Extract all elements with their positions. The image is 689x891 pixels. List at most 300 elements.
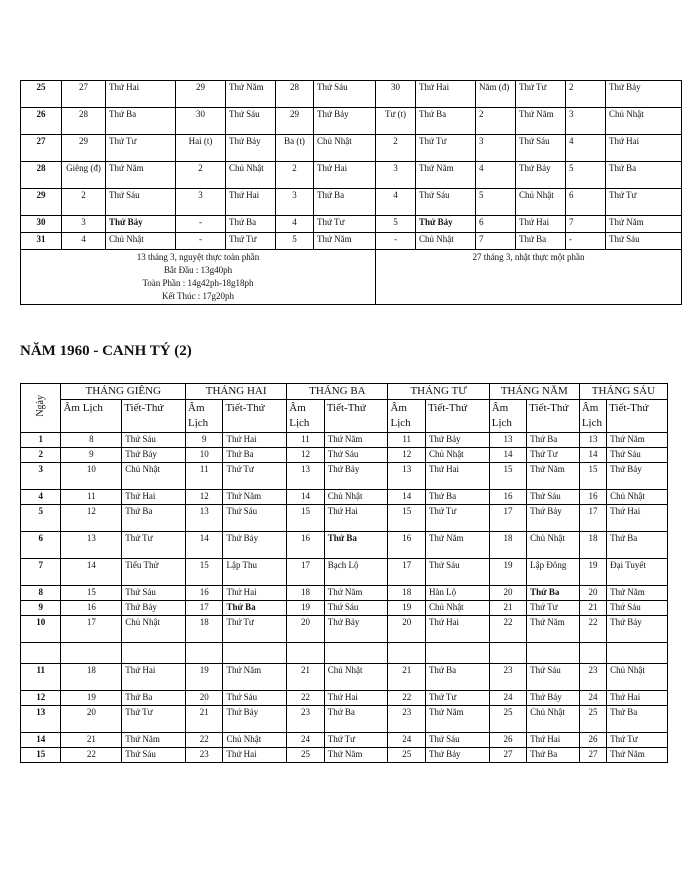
- weekday-cell: Thứ Bảy: [122, 448, 186, 463]
- weekday-cell: Thứ Sáu: [106, 189, 176, 216]
- weekday-cell: Thứ Hai: [416, 81, 476, 108]
- lunar-date-cell: 18: [579, 532, 606, 559]
- day-number-cell: 25: [21, 81, 62, 108]
- lunar-date-cell: 21: [287, 664, 324, 691]
- note-line: 27 tháng 3, nhật thực một phần: [472, 252, 585, 262]
- lunar-date-cell: 25: [579, 706, 606, 733]
- weekday-cell: [527, 643, 580, 664]
- weekday-cell: Chủ Nhật: [607, 490, 668, 505]
- lunar-date-cell: 11: [61, 490, 122, 505]
- lunar-date-cell: Tư (t): [376, 108, 416, 135]
- weekday-cell: Thứ Năm: [425, 532, 489, 559]
- table-row: [21, 108, 682, 135]
- weekday-cell: Thứ Tư: [106, 135, 176, 162]
- weekday-cell: Thứ Ba: [122, 505, 186, 532]
- lunar-date-cell: 14: [287, 490, 324, 505]
- weekday-cell: Thứ Tư: [223, 463, 287, 490]
- weekday-cell: [607, 643, 668, 664]
- lunar-date-cell: 6: [476, 216, 516, 233]
- day-number-cell: 9: [21, 601, 61, 616]
- day-number-cell: 29: [21, 189, 62, 216]
- weekday-cell: Bạch Lộ: [324, 559, 388, 586]
- table-row: [21, 706, 668, 733]
- table-row: [21, 601, 668, 616]
- month-header: THÁNG BA: [287, 384, 388, 400]
- lunar-date-cell: 13: [61, 532, 122, 559]
- weekday-cell: [324, 643, 388, 664]
- lunar-date-cell: 25: [388, 748, 425, 763]
- weekday-cell: Thứ Bảy: [223, 532, 287, 559]
- weekday-cell: Chủ Nhật: [106, 233, 176, 250]
- weekday-cell: Thứ Tư: [425, 691, 489, 706]
- weekday-cell: Thứ Tư: [324, 733, 388, 748]
- weekday-cell: Thứ Năm: [527, 616, 580, 643]
- lunar-date-cell: 7: [566, 216, 606, 233]
- weekday-cell: Thứ Sáu: [606, 233, 682, 250]
- day-number-cell: 28: [21, 162, 62, 189]
- weekday-cell: Thứ Sáu: [527, 664, 580, 691]
- lunar-date-cell: 11: [287, 433, 324, 448]
- term-weekday-header: Tiết-Thứ: [527, 400, 580, 433]
- weekday-cell: Thứ Sáu: [324, 448, 388, 463]
- weekday-cell: Thứ Tư: [527, 448, 580, 463]
- weekday-cell: Chủ Nhật: [122, 616, 186, 643]
- weekday-cell: Thứ Bảy: [324, 616, 388, 643]
- lunar-header: Âm Lịch: [186, 400, 223, 433]
- weekday-cell: Thứ Sáu: [226, 108, 276, 135]
- weekday-cell: Thứ Ba: [425, 664, 489, 691]
- weekday-cell: Thứ Tư: [527, 601, 580, 616]
- lunar-date-cell: 12: [287, 448, 324, 463]
- weekday-cell: Thứ Tư: [607, 733, 668, 748]
- lunar-date-cell: 14: [186, 532, 223, 559]
- lunar-date-cell: 23: [388, 706, 425, 733]
- lunar-date-cell: 3: [276, 189, 314, 216]
- weekday-cell: Thứ Hai: [122, 490, 186, 505]
- lunar-date-cell: 5: [566, 162, 606, 189]
- day-number-cell: 12: [21, 691, 61, 706]
- weekday-cell: Thứ Tư: [122, 706, 186, 733]
- weekday-cell: Thứ Năm: [226, 81, 276, 108]
- weekday-cell: Thứ Bảy: [607, 463, 668, 490]
- weekday-cell: Thứ Năm: [416, 162, 476, 189]
- lunar-date-cell: 19: [489, 559, 526, 586]
- day-number-cell: 31: [21, 233, 62, 250]
- lunar-date-cell: 22: [186, 733, 223, 748]
- weekday-cell: Thứ Sáu: [223, 691, 287, 706]
- lunar-date-cell: Năm (đ): [476, 81, 516, 108]
- table-row: [21, 643, 668, 664]
- lunar-date-cell: 27: [489, 748, 526, 763]
- weekday-cell: Thứ Bảy: [223, 706, 287, 733]
- term-weekday-header: Tiết-Thứ: [122, 400, 186, 433]
- weekday-cell: Thứ Ba: [416, 108, 476, 135]
- weekday-cell: Thứ Sáu: [416, 189, 476, 216]
- weekday-cell: Thứ Năm: [314, 233, 376, 250]
- weekday-cell: Thứ Bảy: [516, 162, 566, 189]
- weekday-cell: [425, 643, 489, 664]
- weekday-cell: Thứ Sáu: [425, 559, 489, 586]
- weekday-cell: Lập Đông: [527, 559, 580, 586]
- day-column-header: [21, 384, 61, 433]
- lunar-date-cell: 4: [476, 162, 516, 189]
- weekday-cell: Thứ Hai: [106, 81, 176, 108]
- weekday-cell: Thứ Sáu: [223, 505, 287, 532]
- lunar-date-cell: 5: [276, 233, 314, 250]
- weekday-cell: Thứ Tư: [425, 505, 489, 532]
- lunar-date-cell: 16: [186, 586, 223, 601]
- weekday-cell: Thứ Ba: [223, 448, 287, 463]
- lunar-date-cell: 17: [61, 616, 122, 643]
- lunar-header: Âm Lịch: [287, 400, 324, 433]
- lunar-date-cell: Ba (t): [276, 135, 314, 162]
- lunar-date-cell: 14: [489, 448, 526, 463]
- day-number-cell: 8: [21, 586, 61, 601]
- lunar-date-cell: 3: [566, 108, 606, 135]
- lunar-date-cell: 22: [579, 616, 606, 643]
- lunar-date-cell: -: [376, 233, 416, 250]
- weekday-cell: Chủ Nhật: [527, 532, 580, 559]
- day-number-cell: 13: [21, 706, 61, 733]
- weekday-cell: Thứ Năm: [223, 664, 287, 691]
- lunar-date-cell: 12: [61, 505, 122, 532]
- lunar-date-cell: [489, 643, 526, 664]
- day-number-cell: 27: [21, 135, 62, 162]
- lunar-date-cell: 5: [376, 216, 416, 233]
- weekday-cell: Thứ Bảy: [122, 601, 186, 616]
- weekday-cell: Lập Thu: [223, 559, 287, 586]
- weekday-cell: Thứ Tư: [314, 216, 376, 233]
- lunar-date-cell: 11: [388, 433, 425, 448]
- weekday-cell: Thứ Bảy: [606, 81, 682, 108]
- lunar-date-cell: 16: [287, 532, 324, 559]
- lunar-date-cell: 13: [489, 433, 526, 448]
- lunar-date-cell: 18: [61, 664, 122, 691]
- weekday-cell: Thứ Bảy: [226, 135, 276, 162]
- lunar-date-cell: 23: [186, 748, 223, 763]
- weekday-cell: Thứ Hai: [226, 189, 276, 216]
- lunar-date-cell: 15: [61, 586, 122, 601]
- calendar-table-1959: [20, 80, 682, 305]
- weekday-cell: Thứ Năm: [607, 586, 668, 601]
- lunar-date-cell: 17: [388, 559, 425, 586]
- weekday-cell: Thứ Sáu: [607, 448, 668, 463]
- weekday-cell: Thứ Năm: [606, 216, 682, 233]
- weekday-cell: Chủ Nhật: [324, 490, 388, 505]
- weekday-cell: Chủ Nhật: [607, 664, 668, 691]
- lunar-date-cell: 23: [489, 664, 526, 691]
- lunar-date-cell: 6: [566, 189, 606, 216]
- weekday-cell: Thứ Ba: [226, 216, 276, 233]
- lunar-date-cell: 4: [376, 189, 416, 216]
- lunar-date-cell: 13: [388, 463, 425, 490]
- lunar-date-cell: [61, 643, 122, 664]
- weekday-cell: Thứ Bảy: [607, 616, 668, 643]
- lunar-date-cell: 4: [62, 233, 106, 250]
- lunar-date-cell: Giêng (đ): [62, 162, 106, 189]
- weekday-cell: Thứ Hai: [223, 748, 287, 763]
- lunar-date-cell: 18: [186, 616, 223, 643]
- lunar-header: Âm Lịch: [388, 400, 425, 433]
- eclipse-note-left: [21, 250, 376, 305]
- table-row: [21, 81, 682, 108]
- lunar-date-cell: 19: [287, 601, 324, 616]
- lunar-date-cell: 22: [388, 691, 425, 706]
- weekday-cell: Chủ Nhật: [516, 189, 566, 216]
- lunar-date-cell: 21: [388, 664, 425, 691]
- day-number-cell: 2: [21, 448, 61, 463]
- weekday-cell: Thứ Bảy: [416, 216, 476, 233]
- lunar-date-cell: 22: [287, 691, 324, 706]
- table-row: [21, 616, 668, 643]
- table-row: [21, 490, 668, 505]
- lunar-date-cell: 2: [376, 135, 416, 162]
- month-header: THÁNG HAI: [186, 384, 287, 400]
- weekday-cell: Thứ Năm: [324, 433, 388, 448]
- weekday-cell: Thứ Năm: [425, 706, 489, 733]
- weekday-cell: Thứ Hai: [324, 505, 388, 532]
- lunar-date-cell: 18: [287, 586, 324, 601]
- lunar-date-cell: 2: [566, 81, 606, 108]
- lunar-date-cell: 14: [579, 448, 606, 463]
- table-row: [21, 505, 668, 532]
- month-header-row: [21, 384, 668, 400]
- lunar-date-cell: 23: [579, 664, 606, 691]
- lunar-date-cell: 17: [287, 559, 324, 586]
- table-row: [21, 216, 682, 233]
- weekday-cell: Thứ Hai: [122, 664, 186, 691]
- day-number-cell: 14: [21, 733, 61, 748]
- lunar-date-cell: 24: [388, 733, 425, 748]
- lunar-date-cell: 20: [186, 691, 223, 706]
- table-row: [21, 586, 668, 601]
- weekday-cell: Thứ Hai: [607, 691, 668, 706]
- weekday-cell: Thứ Hai: [425, 463, 489, 490]
- weekday-cell: Thứ Hai: [425, 616, 489, 643]
- lunar-date-cell: 26: [579, 733, 606, 748]
- lunar-date-cell: 3: [476, 135, 516, 162]
- lunar-date-cell: 3: [62, 216, 106, 233]
- weekday-cell: Thứ Ba: [527, 586, 580, 601]
- lunar-date-cell: 21: [186, 706, 223, 733]
- weekday-cell: Thứ Ba: [527, 433, 580, 448]
- weekday-cell: Chủ Nhật: [416, 233, 476, 250]
- day-number-cell: 15: [21, 748, 61, 763]
- day-number-cell: 5: [21, 505, 61, 532]
- table-row: [21, 463, 668, 490]
- lunar-date-cell: 20: [287, 616, 324, 643]
- weekday-cell: Thứ Năm: [324, 586, 388, 601]
- weekday-cell: Thứ Bảy: [527, 691, 580, 706]
- weekday-cell: Chủ Nhật: [314, 135, 376, 162]
- lunar-date-cell: 24: [489, 691, 526, 706]
- weekday-cell: Thứ Ba: [607, 532, 668, 559]
- table2-body: [21, 433, 668, 763]
- weekday-cell: Thứ Ba: [223, 601, 287, 616]
- table1-notes-row: [21, 250, 682, 305]
- day-number-cell: 4: [21, 490, 61, 505]
- weekday-cell: Thứ Năm: [527, 463, 580, 490]
- table-row: [21, 664, 668, 691]
- lunar-date-cell: 24: [579, 691, 606, 706]
- lunar-date-cell: 10: [186, 448, 223, 463]
- weekday-cell: Đại Tuyết: [607, 559, 668, 586]
- lunar-date-cell: 13: [287, 463, 324, 490]
- weekday-cell: Thứ Bảy: [527, 505, 580, 532]
- lunar-date-cell: 20: [489, 586, 526, 601]
- weekday-cell: Chủ Nhật: [425, 448, 489, 463]
- day-number-cell: 10: [21, 616, 61, 643]
- term-weekday-header: Tiết-Thứ: [607, 400, 668, 433]
- weekday-cell: Thứ Tư: [516, 81, 566, 108]
- day-header-label: Ngày: [35, 395, 47, 417]
- lunar-date-cell: 2: [276, 162, 314, 189]
- table-row: [21, 135, 682, 162]
- lunar-date-cell: 8: [61, 433, 122, 448]
- lunar-date-cell: 17: [489, 505, 526, 532]
- weekday-cell: Thứ Bảy: [425, 748, 489, 763]
- weekday-cell: Thứ Tư: [226, 233, 276, 250]
- lunar-date-cell: 25: [287, 748, 324, 763]
- table-row: [21, 448, 668, 463]
- lunar-date-cell: 15: [579, 463, 606, 490]
- lunar-date-cell: Hai (t): [176, 135, 226, 162]
- weekday-cell: Thứ Sáu: [425, 733, 489, 748]
- lunar-date-cell: 9: [186, 433, 223, 448]
- lunar-date-cell: 15: [388, 505, 425, 532]
- lunar-date-cell: 30: [376, 81, 416, 108]
- lunar-date-cell: 18: [388, 586, 425, 601]
- lunar-date-cell: 18: [489, 532, 526, 559]
- weekday-cell: Thứ Năm: [122, 733, 186, 748]
- weekday-cell: Thứ Tư: [122, 532, 186, 559]
- month-header: THÁNG TƯ: [388, 384, 489, 400]
- weekday-cell: Thứ Sáu: [122, 748, 186, 763]
- weekday-cell: Chủ Nhật: [324, 664, 388, 691]
- lunar-date-cell: -: [176, 233, 226, 250]
- weekday-cell: Thứ Ba: [324, 532, 388, 559]
- note-line: Kết Thúc : 17g20ph: [161, 291, 235, 301]
- lunar-date-cell: [388, 643, 425, 664]
- weekday-cell: Thứ Ba: [607, 706, 668, 733]
- lunar-date-cell: 3: [176, 189, 226, 216]
- lunar-date-cell: 7: [476, 233, 516, 250]
- calendar-table-1960: [20, 383, 668, 763]
- lunar-date-cell: 13: [186, 505, 223, 532]
- note-line: Bắt Đầu : 13g40ph: [163, 265, 233, 275]
- weekday-cell: Thứ Sáu: [314, 81, 376, 108]
- eclipse-note-right: [376, 250, 682, 305]
- lunar-date-cell: 4: [566, 135, 606, 162]
- lunar-date-cell: 27: [579, 748, 606, 763]
- lunar-date-cell: 19: [186, 664, 223, 691]
- weekday-cell: Thứ Sáu: [527, 490, 580, 505]
- weekday-cell: Thứ Ba: [314, 189, 376, 216]
- sub-header-row: [21, 400, 668, 433]
- lunar-date-cell: -: [566, 233, 606, 250]
- day-number-cell: 11: [21, 664, 61, 691]
- weekday-cell: Thứ Ba: [106, 108, 176, 135]
- weekday-cell: Thứ Sáu: [122, 433, 186, 448]
- weekday-cell: Tiểu Thử: [122, 559, 186, 586]
- weekday-cell: Thứ Hai: [314, 162, 376, 189]
- lunar-date-cell: 15: [287, 505, 324, 532]
- weekday-cell: Thứ Hai: [606, 135, 682, 162]
- lunar-date-cell: 14: [61, 559, 122, 586]
- weekday-cell: Thứ Bảy: [106, 216, 176, 233]
- lunar-header: Âm Lịch: [61, 400, 122, 433]
- weekday-cell: Thứ Bảy: [324, 463, 388, 490]
- lunar-date-cell: 21: [61, 733, 122, 748]
- weekday-cell: Chủ Nhật: [226, 162, 276, 189]
- lunar-date-cell: 12: [388, 448, 425, 463]
- lunar-date-cell: 21: [489, 601, 526, 616]
- lunar-date-cell: 15: [186, 559, 223, 586]
- lunar-date-cell: 26: [489, 733, 526, 748]
- lunar-date-cell: 28: [62, 108, 106, 135]
- lunar-date-cell: 19: [388, 601, 425, 616]
- weekday-cell: Thứ Sáu: [122, 586, 186, 601]
- lunar-date-cell: 16: [61, 601, 122, 616]
- note-line: Toàn Phần : 14g42ph-18g18ph: [142, 278, 254, 288]
- lunar-date-cell: 10: [61, 463, 122, 490]
- weekday-cell: Thứ Bảy: [314, 108, 376, 135]
- weekday-cell: Thứ Hai: [223, 433, 287, 448]
- lunar-date-cell: 24: [287, 733, 324, 748]
- weekday-cell: Thứ Hai: [324, 691, 388, 706]
- lunar-date-cell: 19: [61, 691, 122, 706]
- lunar-date-cell: -: [176, 216, 226, 233]
- lunar-date-cell: 11: [186, 463, 223, 490]
- weekday-cell: Thứ Sáu: [607, 601, 668, 616]
- table-row: [21, 559, 668, 586]
- lunar-date-cell: 23: [287, 706, 324, 733]
- table-row: [21, 748, 668, 763]
- lunar-date-cell: 29: [62, 135, 106, 162]
- weekday-cell: Thứ Năm: [516, 108, 566, 135]
- weekday-cell: Thứ Năm: [324, 748, 388, 763]
- lunar-date-cell: 16: [489, 490, 526, 505]
- table-row: [21, 433, 668, 448]
- day-number-cell: 3: [21, 463, 61, 490]
- page-title: NĂM 1960 - CANH TÝ (2): [20, 343, 192, 359]
- day-number-cell: 26: [21, 108, 62, 135]
- weekday-cell: Thứ Tư: [606, 189, 682, 216]
- lunar-date-cell: 20: [579, 586, 606, 601]
- lunar-header: Âm Lịch: [579, 400, 606, 433]
- day-number-cell: 6: [21, 532, 61, 559]
- lunar-date-cell: 2: [62, 189, 106, 216]
- day-number-cell: 7: [21, 559, 61, 586]
- lunar-date-cell: 13: [579, 433, 606, 448]
- weekday-cell: Thứ Tư: [223, 616, 287, 643]
- weekday-cell: Thứ Ba: [425, 490, 489, 505]
- lunar-date-cell: [287, 643, 324, 664]
- month-header: THÁNG NĂM: [489, 384, 579, 400]
- weekday-cell: Chủ Nhật: [122, 463, 186, 490]
- weekday-cell: Hàn Lộ: [425, 586, 489, 601]
- lunar-date-cell: 2: [476, 108, 516, 135]
- lunar-header: Âm Lịch: [489, 400, 526, 433]
- lunar-date-cell: 28: [276, 81, 314, 108]
- lunar-date-cell: 29: [276, 108, 314, 135]
- lunar-date-cell: 20: [61, 706, 122, 733]
- weekday-cell: Chủ Nhật: [223, 733, 287, 748]
- lunar-date-cell: [579, 643, 606, 664]
- table-row: [21, 189, 682, 216]
- weekday-cell: Thứ Ba: [516, 233, 566, 250]
- weekday-cell: Thứ Năm: [223, 490, 287, 505]
